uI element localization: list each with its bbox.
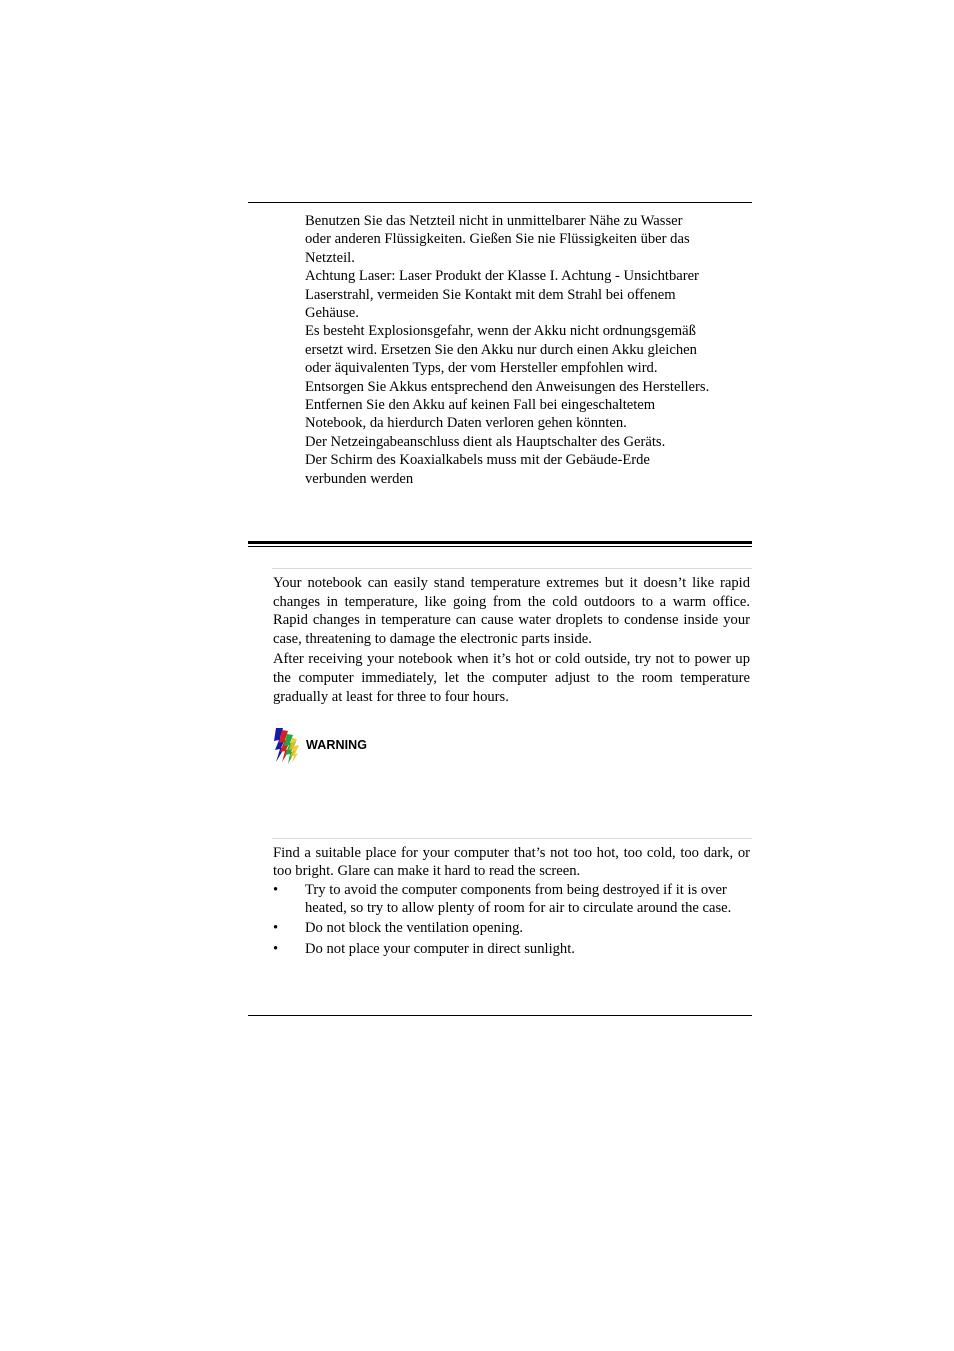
placement-intro xyxy=(273,844,750,882)
placement-intro-text: Find a suitable place for your computer that’s not too hot, too cold, too dark, or too bright. Glare can make it hard to read the screen. xyxy=(273,845,750,880)
subsection-divider xyxy=(272,568,752,569)
german-line: Der Schirm des Koaxialkabels muss mit der Gebäude-Erde xyxy=(305,452,650,469)
german-line: Achtung Laser: Laser Produkt der Klasse I. Achtung - Unsichtbarer xyxy=(305,268,699,285)
german-line: Der Netzeingabeanschluss dient als Hauptschalter des Geräts. xyxy=(305,433,666,450)
warning-callout xyxy=(272,726,367,764)
german-line: Benutzen Sie das Netzteil nicht in unmittelbarer Nähe zu Wasser xyxy=(305,213,683,229)
bullet-dot: • xyxy=(273,882,279,898)
german-line: Entsorgen Sie Akkus entsprechend den Anweisungen des Herstellers. xyxy=(305,378,710,395)
german-line: Notebook, da hierdurch Daten verloren gehen könnten. xyxy=(305,415,627,432)
list-item xyxy=(273,940,753,958)
list-item xyxy=(273,881,753,917)
subsection-divider xyxy=(272,838,752,839)
warning-label: WARNING xyxy=(306,738,368,752)
german-line: Gehäuse. xyxy=(305,305,359,322)
german-line: ersetzt wird. Ersetzen Sie den Akku nur durch einen Akku gleichen xyxy=(305,341,697,358)
german-line: verbunden werden xyxy=(305,470,414,487)
section-double-rule-thin xyxy=(248,546,752,547)
section-double-rule-thick xyxy=(248,541,752,544)
bottom-rule xyxy=(248,1015,752,1016)
list-item-text: Try to avoid the computer components from being destroyed if it is over heated, so try to allow plenty of room for air to circulate around the case. xyxy=(305,882,732,917)
bullet-dot: • xyxy=(273,940,279,957)
german-line: Netzteil. xyxy=(305,249,355,266)
top-rule xyxy=(248,202,752,203)
temperature-paragraph-1: Your notebook can easily stand temperature extremes but it doesn’t like rapid changes in temperature, like going from the cold outdoors to a warm office. Rapid changes in temperature can cause water droplets to condense inside your case, threatening to damage the electronic parts inside. xyxy=(273,575,750,647)
german-line: Laserstrahl, vermeiden Sie Kontakt mit dem Strahl bei offenem xyxy=(305,286,676,303)
warning-lightning-icon xyxy=(272,726,304,764)
german-safety-notes xyxy=(305,212,765,488)
bullet-dot: • xyxy=(273,920,279,937)
temperature-section xyxy=(273,574,750,708)
list-item xyxy=(273,919,753,937)
german-line: oder äquivalenten Typs, der vom Hersteller empfohlen wird. xyxy=(305,360,658,377)
german-line: Entfernen Sie den Akku auf keinen Fall bei eingeschaltetem xyxy=(305,397,656,414)
german-line: oder anderen Flüssigkeiten. Gießen Sie nie Flüssigkeiten über das xyxy=(305,231,690,248)
list-item-text: Do not block the ventilation opening. xyxy=(305,920,524,937)
placement-bullet-list xyxy=(273,881,753,960)
list-item-text: Do not place your computer in direct sunlight. xyxy=(305,940,575,957)
temperature-paragraph-2: After receiving your notebook when it’s hot or cold outside, try not to power up the computer immediately, let the computer adjust to the room temperature gradually at least for three to four hours. xyxy=(273,651,750,705)
german-line: Es besteht Explosionsgefahr, wenn der Akku nicht ordnungsgemäß xyxy=(305,323,696,340)
